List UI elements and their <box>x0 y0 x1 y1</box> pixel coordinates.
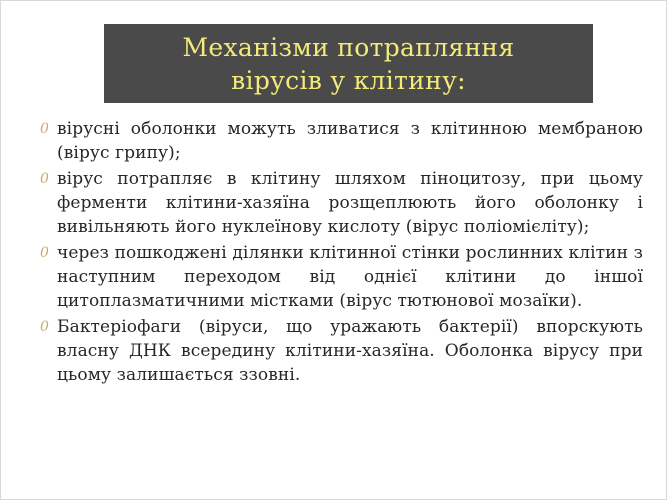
slide-title <box>104 24 593 103</box>
title-line-2: вірусів у клітину: <box>231 65 466 95</box>
bullet-list <box>31 117 643 387</box>
bullet-text: Бактеріофаги (віруси, що уражають бактерії) впорскують власну ДНК всередину клітини-хазяїна. Оболонка вірусу при цьому залишається ззовні. <box>57 317 643 385</box>
bullet-item <box>31 167 643 239</box>
bullet-text: вірус потрапляє в клітину шляхом піноцитозу, при цьому ферменти клітини-хазяїна розщеплюють його оболонку і вивільняють його нуклеїнову кислоту (вірус поліомієліту); <box>57 169 643 237</box>
bullet-marker-icon: 0 <box>40 171 50 187</box>
bullet-item <box>31 315 643 387</box>
title-line-1: Механізми потрапляння <box>182 32 515 62</box>
bullet-item <box>31 117 643 165</box>
bullet-marker-icon: 0 <box>40 121 50 137</box>
bullet-text: вірусні оболонки можуть зливатися з клітинною мембраною (вірус грипу); <box>57 119 643 163</box>
bullet-marker-icon: 0 <box>40 245 50 261</box>
bullet-marker-icon: 0 <box>40 319 50 335</box>
bullet-text: через пошкоджені ділянки клітинної стінки рослинних клітин з наступним переходом від однієї клітини до іншої цитоплазматичними містками (вірус тютюнової мозаїки). <box>57 243 643 311</box>
bullet-item <box>31 241 643 313</box>
